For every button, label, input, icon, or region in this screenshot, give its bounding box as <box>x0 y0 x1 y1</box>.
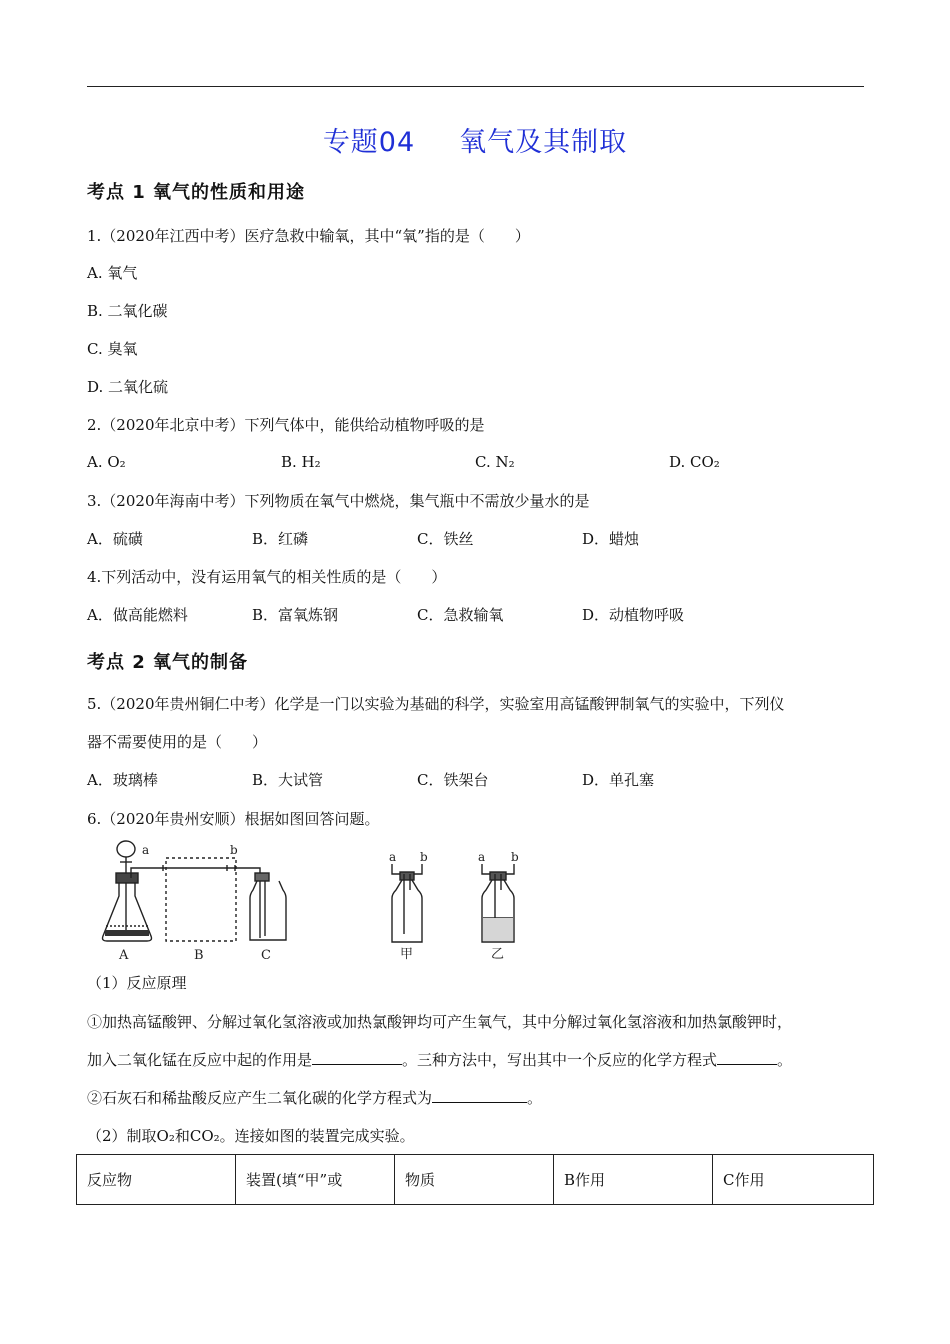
q4-option-a: A．做高能燃料 <box>87 606 188 624</box>
table-header-cell: 装置(填“甲”或 <box>236 1155 395 1205</box>
jia-label-a: a <box>389 850 397 864</box>
q4-option-c: C．急救输氧 <box>417 606 504 624</box>
label-a: a <box>142 843 150 857</box>
q2-option-c: C. N₂ <box>475 453 515 471</box>
jia-label-b: b <box>420 850 428 864</box>
yi-label-a: a <box>478 850 486 864</box>
section-heading-2: 考点 2 氧气的制备 <box>87 652 249 673</box>
q6-p1-line2-b: 。三种方法中，写出其中一个反应的化学方程式 <box>402 1051 718 1069</box>
q6-p1-line2-a: 加入二氧化锰在反应中起的作用是 <box>87 1051 313 1069</box>
q1-option-d: D. 二氧化硫 <box>87 378 169 396</box>
q1-stem: 1.（2020年江西中考）医疗急救中输氧，其中“氧”指的是（ ） <box>87 227 530 245</box>
q3-option-c: C．铁丝 <box>417 530 474 548</box>
table-header-cell: 反应物 <box>77 1155 236 1205</box>
q5-option-a: A．玻璃棒 <box>87 771 158 789</box>
q1-option-a: A. 氧气 <box>87 264 138 282</box>
q5-option-b: B．大试管 <box>252 771 324 789</box>
q6-p1-line2 <box>87 1049 792 1070</box>
header-rule <box>87 86 864 87</box>
table-header-cell: B作用 <box>554 1155 713 1205</box>
q1-option-c: C. 臭氧 <box>87 340 138 358</box>
q2-option-a: A. O₂ <box>87 453 126 471</box>
topic-number: 专题04 <box>322 127 416 158</box>
answer-blank-equation[interactable] <box>717 1050 777 1065</box>
q6-p2-line <box>87 1087 542 1108</box>
label-yi: 乙 <box>491 947 505 961</box>
q3-option-a: A．硫磺 <box>87 530 143 548</box>
apparatus-figure-jia-yi <box>380 846 530 961</box>
answer-blank-co2-equation[interactable] <box>432 1088 527 1103</box>
q4-option-b: B．富氧炼钢 <box>252 606 339 624</box>
answer-table <box>76 1154 874 1205</box>
q6-p2-a: ②石灰石和稀盐酸反应产生二氧化碳的化学方程式为 <box>87 1089 433 1107</box>
table-header-row <box>77 1155 874 1205</box>
q2-stem: 2.（2020年北京中考）下列气体中，能供给动植物呼吸的是 <box>87 416 485 434</box>
section-heading-1: 考点 1 氧气的性质和用途 <box>87 182 306 203</box>
q6-part1-title: （1）反应原理 <box>87 974 187 992</box>
q5-stem-line1: 5.（2020年贵州铜仁中考）化学是一门以实验为基础的科学，实验室用高锰酸钾制氧气的实验中，下列仪 <box>87 695 785 713</box>
answer-blank-catalyst[interactable] <box>312 1050 402 1065</box>
q6-p1-line2-c: 。 <box>777 1051 793 1069</box>
q2-option-d: D. CO₂ <box>669 453 720 471</box>
q6-stem: 6.（2020年贵州安顺）根据如图回答问题。 <box>87 810 380 828</box>
q6-p1-line1: ①加热高锰酸钾、分解过氧化氢溶液或加热氯酸钾均可产生氧气，其中分解过氧化氢溶液和加热氯酸钾时， <box>87 1013 793 1031</box>
label-b: b <box>230 843 238 857</box>
q5-stem-line2: 器不需要使用的是（ ） <box>87 733 268 751</box>
table-header-cell: 物质 <box>395 1155 554 1205</box>
table-header-cell: C作用 <box>713 1155 874 1205</box>
page-title <box>0 120 950 159</box>
label-C: C <box>261 948 271 963</box>
topic-name: 氧气及其制取 <box>459 127 628 158</box>
label-jia: 甲 <box>400 947 414 961</box>
q3-stem: 3.（2020年海南中考）下列物质在氧气中燃烧，集气瓶中不需放少量水的是 <box>87 492 590 510</box>
label-B: B <box>194 948 204 963</box>
q4-option-d: D．动植物呼吸 <box>582 606 685 624</box>
yi-label-b: b <box>511 850 519 864</box>
q3-option-b: B．红磷 <box>252 530 309 548</box>
q2-option-b: B. H₂ <box>281 453 321 471</box>
label-A: A <box>119 948 129 963</box>
q1-option-b: B. 二氧化碳 <box>87 302 168 320</box>
q5-option-d: D．单孔塞 <box>582 771 655 789</box>
q6-p2-b: 。 <box>527 1089 543 1107</box>
q4-stem: 4.下列活动中，没有运用氧气的相关性质的是（ ） <box>87 568 447 586</box>
q5-option-c: C．铁架台 <box>417 771 489 789</box>
q6-part2: （2）制取O₂和CO₂。连接如图的装置完成实验。 <box>87 1127 415 1145</box>
apparatus-figure-abc <box>95 838 310 963</box>
q3-option-d: D．蜡烛 <box>582 530 640 548</box>
